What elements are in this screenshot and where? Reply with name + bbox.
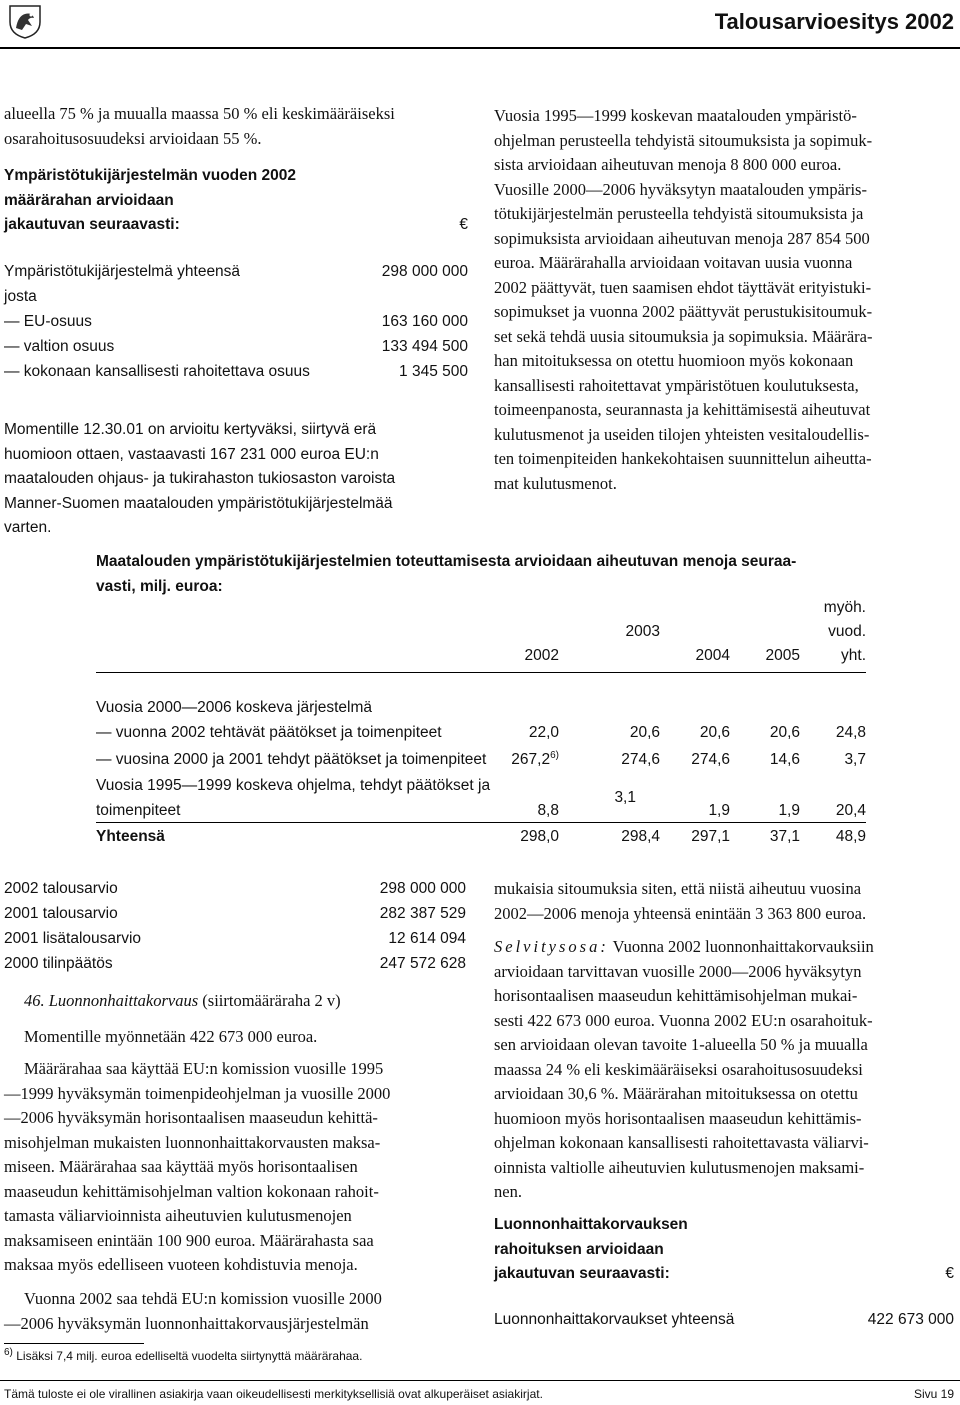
allocation-value: 163 160 000 — [381, 313, 468, 330]
compensation-allocation-title — [494, 1213, 954, 1287]
allocation-label: josta — [4, 288, 37, 305]
paragraph-line: maassa 24 % eli keskimääräiseksi osarahoitusosuudeksi — [494, 1059, 863, 1079]
paragraph-line: Manner-Suomen maatalouden ympäristötukijärjestelmää — [4, 494, 393, 512]
paragraph-line: ohjelman perusteella tehdyistä sitoumuksista ja sopimuk- — [494, 130, 873, 150]
paragraph-line: maksamiseen enintään 100 900 euroa. Määrärahasta saa — [4, 1230, 374, 1250]
cell-2003: 298,4 — [621, 828, 660, 845]
section-heading — [24, 989, 341, 1014]
paragraph-line: mukaisia sitoumuksia siten, että niistä aiheutuu vuosina — [494, 879, 862, 898]
paragraph-line: nen. — [494, 1182, 522, 1201]
cell-2002 — [479, 748, 559, 773]
paragraph-line: toimeenpanosta, seurannasta ja kehittämisestä aiheutuvat — [494, 400, 871, 419]
commitment-continuation — [494, 877, 954, 926]
table-title-line: vasti, milj. euroa: — [96, 577, 223, 595]
column-header-2004: 2004 — [695, 647, 730, 664]
paragraph-line: sen arvioidaan olevan tavoite 1-alueella 50 % ja muualla — [494, 1035, 868, 1054]
column-header-later-line: myöh. — [823, 599, 866, 616]
allocation-row — [4, 310, 468, 335]
row-label: Vuosia 1995—1999 koskeva ohjelma, tehdyt päätökset ja — [96, 777, 491, 794]
paragraph-line: euroa. Määrärahalla arvioidaan voitavan uusia vuonna — [494, 253, 853, 272]
paragraph-line: huomioon ottaen, vastaavasti 167 231 000 euroa EU:n — [4, 445, 379, 463]
allocation-label: Ympäristötukijärjestelmä yhteensä — [4, 263, 241, 280]
cell-later: 3,7 — [844, 751, 866, 768]
right-top-paragraph — [494, 104, 954, 496]
paragraph-line: set sekä tehdä uusia sitoumuksia ja sopimuksia. Määrära- — [494, 326, 873, 346]
row-label: toimenpiteet — [96, 802, 181, 819]
row-label: — vuosina 2000 ja 2001 tehdyt päätökset ja toimenpiteet — [96, 751, 487, 768]
budget-row — [4, 927, 466, 952]
table-total-row — [96, 825, 866, 849]
allocation-title-line — [4, 213, 468, 238]
page-number: Sivu 19 — [913, 1387, 954, 1401]
allocation-label: — valtion osuus — [4, 338, 115, 355]
allocation-value: 298 000 000 — [381, 263, 468, 280]
table-row — [96, 774, 866, 824]
explanation-text: Vuonna 2002 luonnonhaittakorvauksiin — [612, 937, 874, 956]
paragraph-line: kulutusmenot ja useiden tilojen yhteisten vesitaloudellis- — [494, 424, 870, 444]
budget-value: 298 000 000 — [379, 880, 466, 897]
table-total-rule — [96, 822, 866, 823]
paragraph-line: —2006 hyväksymän horisontaalisen maaseudun kehittä- — [4, 1108, 378, 1127]
footer-rule — [0, 1380, 960, 1381]
paragraph-line: Vuosia 1995—1999 koskevan maatalouden ympäristö- — [494, 106, 857, 125]
allocation-title-text: jakautuvan seuraavasti: — [4, 216, 180, 233]
budget-value: 247 572 628 — [379, 955, 466, 972]
section-number: 46. — [24, 991, 45, 1010]
column-header-later-line: yht. — [841, 647, 866, 664]
paragraph-line: Vuonna 2002 saa tehdä EU:n komission vuosille 2000 — [24, 1289, 382, 1308]
paragraph-line: Momentille 12.30.01 on arvioitu kertyväksi, siirtyvä erä — [4, 421, 377, 438]
currency-symbol: € — [945, 1265, 954, 1282]
cell-2004: 297,1 — [691, 828, 730, 845]
footnote — [4, 1348, 362, 1364]
paragraph-line: horisontaalisen maaseudun kehittämisohjelman mukai- — [494, 986, 858, 1005]
table-section-label — [96, 696, 866, 720]
paragraph-line: maksaa myös edelliseen vuoteen kohdistuvia menoja. — [4, 1255, 358, 1274]
budget-label: 2001 lisätalousarvio — [4, 930, 142, 947]
commitment-paragraph — [4, 1287, 466, 1336]
paragraph-line: tamasta väliarvioinnista aiheutuvien kulutusmenojen — [4, 1206, 352, 1225]
row-label: — vuonna 2002 tehtävät päätökset ja toimenpiteet — [96, 724, 442, 741]
allocation-title-line — [494, 1262, 954, 1287]
paragraph-line: 2002—2006 menoja yhteensä enintään 3 363 800 euroa. — [494, 903, 867, 923]
paragraph-line: mat kulutusmenot. — [494, 473, 617, 493]
footnote-reference: 6) — [550, 749, 559, 761]
total-label: Yhteensä — [96, 828, 165, 845]
paragraph-line: misohjelman mukaisten luonnonhaittakorvausten maksa- — [4, 1132, 381, 1152]
paragraph-line: miseen. Määrärahaa saa käyttää myös horisontaalisen — [4, 1157, 358, 1176]
table-title-line: Maatalouden ympäristötukijärjestelmien toteuttamisesta arvioidaan aiheutuvan menoja seuraa- — [96, 553, 797, 570]
cell-2004: 274,6 — [691, 751, 730, 768]
budget-value: 12 614 094 — [388, 930, 466, 947]
table-row — [96, 748, 866, 772]
footnote-rule — [4, 1343, 144, 1344]
budget-value: 282 387 529 — [379, 905, 466, 922]
cell-2005: 14,6 — [769, 751, 800, 768]
paragraph-line: —2006 hyväksymän luonnonhaittakorvausjärjestelmän — [4, 1313, 369, 1333]
cell-2002: 22,0 — [528, 724, 559, 741]
paragraph-line: sopimuksista arvioidaan aiheutuvan menoja 287 854 500 — [494, 228, 870, 248]
budget-label: 2000 tilinpäätös — [4, 955, 113, 972]
cell-2002: 8,8 — [537, 802, 559, 819]
paragraph-line: ohjelman kokonaan kansallisesti rahoitettavasta väliarvi- — [494, 1133, 869, 1152]
paragraph-line: huomioon myös horisontaalisen maaseudun kehittämis- — [494, 1108, 862, 1128]
header-rule — [0, 47, 960, 49]
allocation-value: 1 345 500 — [399, 363, 468, 380]
paragraph-line: maaseudun kehittämisohjelman valtion kokonaan rahoit- — [4, 1181, 379, 1201]
column-header-2003: 2003 — [625, 623, 660, 640]
section-label-text: Vuosia 2000—2006 koskeva järjestelmä — [96, 699, 373, 716]
column-header-2002: 2002 — [524, 647, 559, 664]
paragraph-line: sopimukset ja vuonna 2002 päättyvät perustukisitoumuk- — [494, 302, 873, 321]
paragraph-line: kansallisesti rahoitettavat ympäristötuen koulutuksesta, — [494, 375, 859, 395]
moment-paragraph — [4, 418, 468, 541]
section-type: (siirtomääräraha 2 v) — [202, 991, 341, 1010]
explanation-paragraph — [494, 935, 954, 1205]
paragraph-line: sesti 422 673 000 euroa. Vuonna 2002 EU:n osarahoituk- — [494, 1010, 873, 1030]
paragraph-line: 2002 päättyvät, tuen saamisen ehdot täyttävät erityistuki- — [494, 277, 872, 297]
paragraph-line: ten toimenpiteiden hankekohtaisen suunnittelun aiheutta- — [494, 449, 872, 468]
cell-later: 20,4 — [835, 802, 866, 819]
footer-disclaimer: Tämä tuloste ei ole virallinen asiakirja vaan oikeudellisesti merkityksellisiä ovat alkuperäiset asiakirjat. — [4, 1387, 543, 1401]
cell-2005: 37,1 — [769, 828, 800, 845]
compensation-total-row — [494, 1308, 954, 1333]
budget-row — [4, 952, 466, 977]
cell-2003: 20,6 — [629, 724, 660, 741]
paragraph-line: maatalouden ohjaus- ja tukirahaston tukiosaston varoista — [4, 470, 396, 487]
allocation-title — [4, 164, 468, 238]
paragraph-line: arvioidaan 30,6 %. Määrärahan mitoituksessa on otettu — [494, 1084, 858, 1103]
cell-2005: 20,6 — [769, 724, 800, 741]
paragraph-line: tötukijärjestelmän perusteella tehdyistä sitoumuksista ja — [494, 204, 864, 223]
section-name: Luonnonhaittakorvaus — [48, 991, 199, 1010]
budget-row — [4, 877, 466, 902]
cell-later: 24,8 — [835, 724, 866, 741]
table-header — [96, 596, 866, 666]
left-top-column — [4, 102, 468, 151]
paragraph-line: —1999 hyväksymän toimenpideohjelman ja vuosille 2000 — [4, 1083, 391, 1103]
total-label: Luonnonhaittakorvaukset yhteensä — [494, 1311, 735, 1328]
cell-2002: 298,0 — [520, 828, 559, 845]
allocation-title-line: Luonnonhaittakorvauksen — [494, 1216, 688, 1233]
intro-line: osarahoitusosuudeksi arvioidaan 55 %. — [4, 128, 262, 148]
allocation-title-line: määrärahan arvioidaan — [4, 191, 174, 209]
cell-later: 48,9 — [835, 828, 866, 845]
paragraph-line: sista arvioidaan aiheutuvan menoja 8 800 000 euroa. — [494, 155, 842, 174]
cell-2005: 1,9 — [778, 802, 800, 819]
total-value: 422 673 000 — [867, 1311, 954, 1328]
cell-2003: 274,6 — [621, 751, 660, 768]
usage-paragraph — [4, 1057, 466, 1278]
allocation-row — [4, 335, 468, 360]
cell-2003: 3,1 — [614, 789, 636, 806]
table-title — [96, 550, 866, 599]
budget-row — [4, 902, 466, 927]
page-header-title: Talousarvioesitys 2002 — [714, 9, 954, 34]
granted-line: Momentille myönnetään 422 673 000 euroa. — [24, 1027, 318, 1046]
paragraph-line: han mitoituksessa on otettu huomioon myös kokonaan — [494, 351, 854, 370]
finnish-lion-crest-icon — [4, 2, 46, 40]
cell-2004: 1,9 — [708, 802, 730, 819]
allocation-value: 133 494 500 — [381, 338, 468, 355]
footnote-text: Lisäksi 7,4 milj. euroa edelliseltä vuodelta siirtynyttä määrärahaa. — [16, 1349, 363, 1363]
paragraph-line: Vuosille 2000—2006 hyväksytyn maatalouden ympäris- — [494, 179, 867, 199]
intro-line: alueella 75 % ja muualla maassa 50 % eli keskimääräiseksi — [4, 104, 395, 123]
allocation-title-line: rahoituksen arvioidaan — [494, 1240, 664, 1258]
paragraph-line: Määrärahaa saa käyttää EU:n komission vuosille 1995 — [24, 1059, 384, 1078]
currency-symbol: € — [459, 216, 468, 233]
cell-2004: 20,6 — [699, 724, 730, 741]
column-header-later-line: vuod. — [828, 623, 866, 640]
explanation-label: Selvitysosa: — [494, 937, 609, 956]
paragraph-line: oinnista valtiolle aiheutuvien kulutusmenojen maksami- — [494, 1157, 865, 1177]
paragraph-line: arvioidaan tarvittavan vuosille 2000—2006 hyväksytyn — [494, 961, 862, 981]
footnote-marker: 6) — [4, 1347, 13, 1358]
allocation-row — [4, 360, 468, 385]
budget-label: 2002 talousarvio — [4, 880, 118, 897]
cell-value: 267,2 — [511, 751, 551, 768]
table-row — [96, 721, 866, 745]
paragraph-line: varten. — [4, 519, 52, 536]
explanation-first-line — [494, 935, 954, 960]
column-header-2005: 2005 — [765, 647, 800, 664]
allocation-title-text: jakautuvan seuraavasti: — [494, 1265, 670, 1282]
allocation-label: — kokonaan kansallisesti rahoitettava osuus — [4, 363, 310, 380]
allocation-label: — EU-osuus — [4, 313, 92, 330]
allocation-row — [4, 285, 468, 310]
budget-label: 2001 talousarvio — [4, 905, 118, 922]
allocation-title-line: Ympäristötukijärjestelmän vuoden 2002 — [4, 167, 297, 184]
table-header-rule — [96, 672, 866, 673]
allocation-row — [4, 260, 468, 285]
